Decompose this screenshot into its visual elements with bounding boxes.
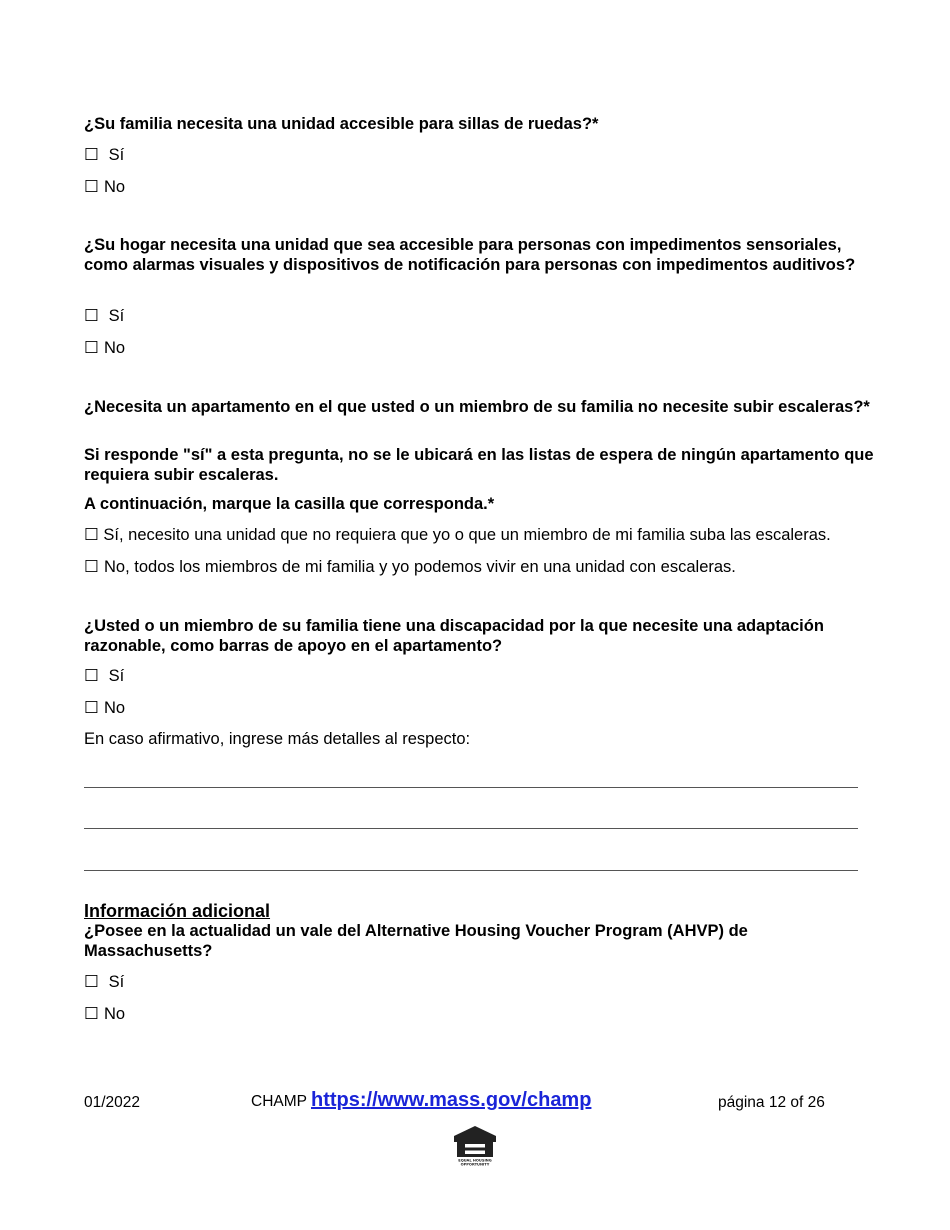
footer-program-name: CHAMP — [251, 1093, 307, 1110]
details-line[interactable] — [84, 828, 858, 829]
checkbox-icon[interactable]: ☐ — [84, 1005, 99, 1023]
option-stairs-no[interactable]: ☐ No, todos los miembros de mi familia y yo podemos vivir en una unidad con escaleras. — [84, 558, 736, 576]
question-wheelchair: ¿Su familia necesita una unidad accesible para sillas de ruedas?* — [84, 115, 599, 133]
question-accommodation: ¿Usted o un miembro de su familia tiene una discapacidad por la que necesite una adaptación razonable, como barras de apoyo en el apartamento? — [84, 617, 824, 655]
details-line[interactable] — [84, 787, 858, 788]
checkbox-icon[interactable]: ☐ — [84, 526, 99, 544]
option-ahvp-no[interactable]: ☐ No — [84, 1005, 126, 1023]
equal-housing-opportunity-icon — [451, 1124, 499, 1166]
stairs-instruction: A continuación, marque la casilla que corresponda.* — [84, 495, 495, 513]
option-ahvp-yes[interactable]: ☐ Sí — [84, 973, 125, 991]
question-ahvp: ¿Posee en la actualidad un vale del Alternative Housing Voucher Program (AHVP) de Massachusetts? — [84, 922, 748, 960]
option-sensory-no[interactable]: ☐ No — [84, 339, 126, 357]
footer-page-number: página 12 of 26 — [718, 1094, 825, 1111]
option-sensory-yes[interactable]: ☐ Sí — [84, 307, 125, 325]
checkbox-icon[interactable]: ☐ — [84, 178, 99, 196]
checkbox-icon[interactable]: ☐ — [84, 667, 99, 685]
question-sensory: ¿Su hogar necesita una unidad que sea accesible para personas con impedimentos sensoriales, como alarmas visuales y dispositivos de notificación para personas con impedimentos auditivos? — [84, 236, 856, 274]
svg-text:OPPORTUNITY: OPPORTUNITY — [460, 1162, 490, 1166]
checkbox-icon[interactable]: ☐ — [84, 973, 99, 991]
champ-link[interactable]: https://www.mass.gov/champ — [311, 1089, 592, 1111]
question-stairs: ¿Necesita un apartamento en el que usted o un miembro de su familia no necesite subir escaleras?* — [84, 398, 870, 416]
option-wheelchair-no[interactable]: ☐ No — [84, 178, 126, 196]
checkbox-icon[interactable]: ☐ — [84, 307, 99, 325]
checkbox-icon[interactable]: ☐ — [84, 699, 99, 717]
footer-program — [251, 1089, 591, 1112]
stairs-note: Si responde "sí" a esta pregunta, no se le ubicará en las listas de espera de ningún apartamento que requiera subir escaleras. — [84, 446, 874, 484]
section-title-additional: Información adicional — [84, 901, 271, 921]
details-prompt: En caso afirmativo, ingrese más detalles al respecto: — [84, 730, 471, 748]
option-accommodation-no[interactable]: ☐ No — [84, 699, 126, 717]
checkbox-icon[interactable]: ☐ — [84, 339, 99, 357]
details-line[interactable] — [84, 870, 858, 871]
option-accommodation-yes[interactable]: ☐ Sí — [84, 667, 125, 685]
svg-text:EQUAL HOUSING: EQUAL HOUSING — [458, 1158, 492, 1163]
footer-date: 01/2022 — [84, 1094, 141, 1111]
option-stairs-yes[interactable]: ☐ Sí, necesito una unidad que no requiera que yo o que un miembro de mi familia suba las escaleras. — [84, 526, 831, 544]
checkbox-icon[interactable]: ☐ — [84, 146, 99, 164]
checkbox-icon[interactable]: ☐ — [84, 558, 99, 576]
option-wheelchair-yes[interactable]: ☐ Sí — [84, 146, 125, 164]
